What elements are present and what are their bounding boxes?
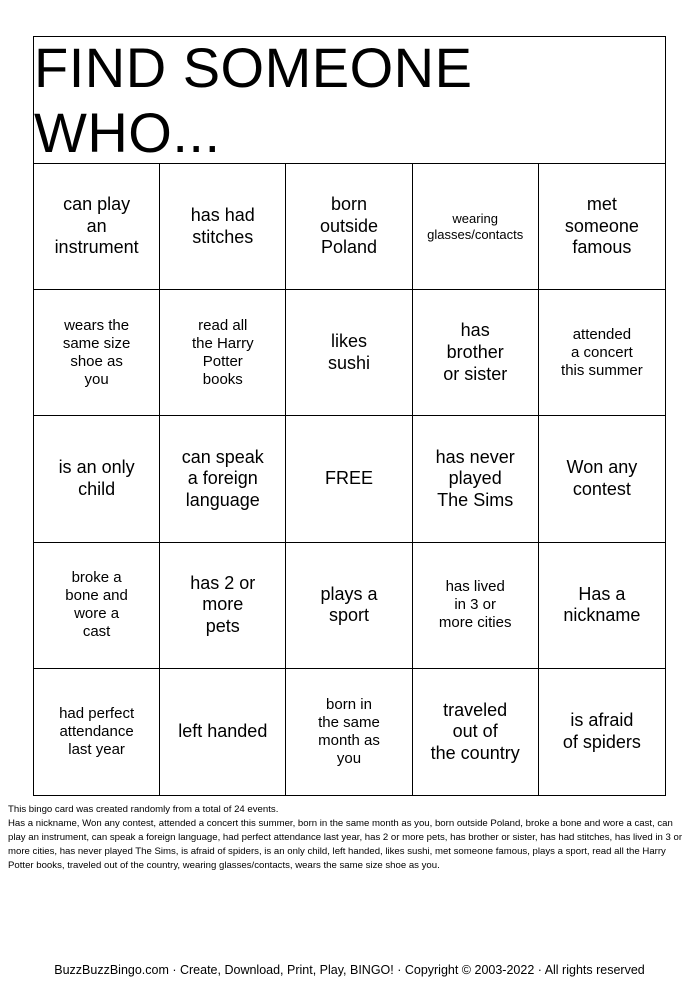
bingo-grid: [34, 164, 665, 795]
bingo-cell: met someone famous: [539, 164, 665, 290]
bingo-cell: read all the Harry Potter books: [160, 290, 286, 416]
bingo-cell: FREE: [286, 416, 412, 542]
bingo-cell: wearing glasses/contacts: [413, 164, 539, 290]
bingo-cell: has brother or sister: [413, 290, 539, 416]
bingo-cell: wears the same size shoe as you: [34, 290, 160, 416]
bingo-cell: Has a nickname: [539, 543, 665, 669]
bingo-cell: has lived in 3 or more cities: [413, 543, 539, 669]
bingo-cell: traveled out of the country: [413, 669, 539, 795]
bingo-cell: left handed: [160, 669, 286, 795]
card-title: FIND SOMEONE WHO...: [34, 37, 665, 164]
bingo-cell: has never played The Sims: [413, 416, 539, 542]
bingo-cell: had perfect attendance last year: [34, 669, 160, 795]
footer-copyright: BuzzBuzzBingo.com · Create, Download, Print, Play, BINGO! · Copyright © 2003-2022 · All rights reserved: [54, 963, 645, 977]
bingo-cell: born in the same month as you: [286, 669, 412, 795]
description-summary: This bingo card was created randomly from a total of 24 events.: [8, 804, 279, 815]
bingo-cell: plays a sport: [286, 543, 412, 669]
bingo-cell: has had stitches: [160, 164, 286, 290]
bingo-cell: can play an instrument: [34, 164, 160, 290]
bingo-cell: Won any contest: [539, 416, 665, 542]
bingo-cell: born outside Poland: [286, 164, 412, 290]
bingo-cell: is afraid of spiders: [562, 710, 641, 752]
bingo-card: [33, 36, 666, 796]
bingo-cell: has 2 or more pets: [160, 543, 286, 669]
description-events: Has a nickname, Won any contest, attended a concert this summer, born in the same month as you, born outside Poland, broke a bone and wore a cast, can play an instrument, can speak a foreign language, had perfect attendance last year, has 2 or more pets, has brother or sister, has had stitches, has lived in 3 or more cities, has never played The Sims, is afraid of spiders, is an only child, left handed, likes sushi, met someone famous, plays a sport, read all the Harry Potter books, traveled out of the country, wearing glasses/contacts, wears the same size shoe as you.: [8, 818, 683, 871]
bingo-cell: attended a concert this summer: [539, 290, 665, 416]
bingo-cell: likes sushi: [286, 290, 412, 416]
card-description: [8, 803, 691, 873]
bingo-cell: can speak a foreign language: [160, 416, 286, 542]
bingo-cell: is an only child: [34, 416, 160, 542]
bingo-cell: broke a bone and wore a cast: [34, 543, 160, 669]
